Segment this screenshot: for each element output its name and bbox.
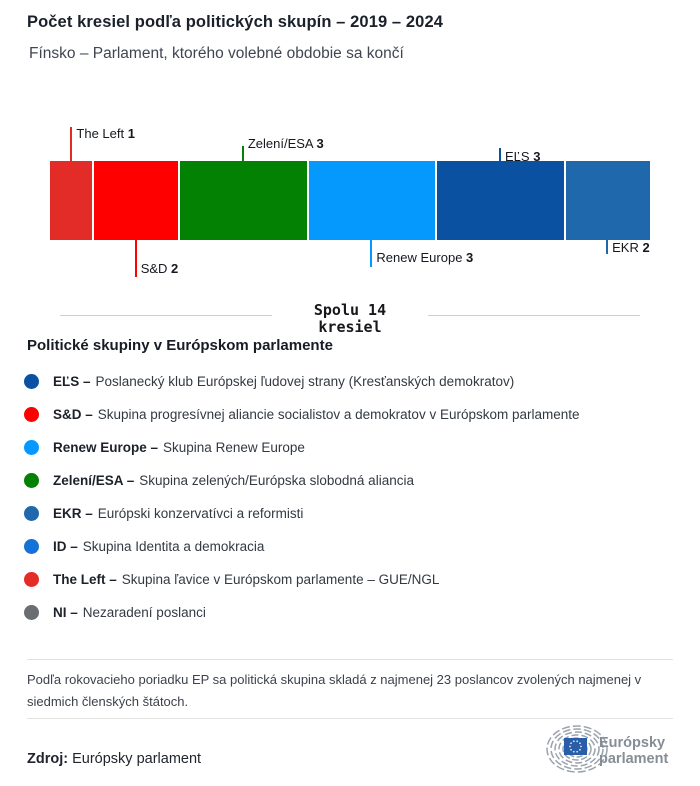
legend-desc: Skupina Identita a demokracia: [82, 538, 265, 554]
legend-dot-icon: [24, 440, 39, 455]
legend-dot-icon: [24, 572, 39, 587]
legend-desc: Skupina progresívnej aliancie socialistov a demokratov v Európskom parlamente: [97, 406, 580, 422]
legend-dot-icon: [24, 407, 39, 422]
bar-segment-1[interactable]: [94, 161, 178, 240]
seat-distribution-chart: [0, 0, 700, 300]
segment-label: Renew Europe 3: [376, 250, 474, 265]
bar-segment-5[interactable]: [566, 161, 650, 240]
segment-label: S&D 2: [140, 261, 179, 276]
divider: [27, 659, 673, 660]
segment-label: The Left 1: [76, 126, 135, 141]
segment-label: EKR 2: [612, 240, 650, 255]
segment-tick: [242, 146, 244, 161]
legend-desc: Skupina Renew Europe: [163, 439, 305, 455]
legend-name: Renew Europe –: [53, 439, 159, 455]
legend-item: [24, 569, 580, 589]
legend-item: [24, 536, 580, 556]
legend-dot-icon: [24, 605, 39, 620]
total-right-rule: [428, 315, 640, 316]
bar-segment-4[interactable]: [437, 161, 563, 240]
segment-tick: [370, 240, 372, 267]
segment-tick: [606, 240, 608, 254]
european-parliament-logo: [533, 722, 699, 778]
stacked-bar: [50, 161, 650, 240]
legend-item: [24, 503, 580, 523]
footnote-text: Podľa rokovacieho poriadku EP sa politická skupina skladá z najmenej 23 poslancov zvolených najmenej v siedmich členských štátoch.: [27, 672, 642, 709]
legend-dot-icon: [24, 473, 39, 488]
legend-item: [24, 404, 580, 424]
eu-flag-icon: [564, 738, 587, 755]
segment-tick: [135, 240, 137, 277]
source-value: Európsky parlament: [72, 751, 202, 767]
total-seats-row: [60, 302, 640, 336]
segment-tick: [70, 127, 72, 161]
legend-dot-icon: [24, 374, 39, 389]
legend-heading: Politické skupiny v Európskom parlamente: [27, 337, 333, 354]
total-left-rule: [60, 315, 272, 316]
legend-name: EĽS –: [53, 373, 91, 389]
legend-name: Zelení/ESA –: [53, 472, 135, 488]
segment-label: EĽS 3: [505, 149, 541, 164]
total-seats-label: Spolu 14 kresiel: [313, 301, 387, 336]
segment-tick: [499, 148, 501, 161]
legend-desc: Nezaradení poslanci: [82, 604, 206, 620]
legend-name: EKR –: [53, 505, 93, 521]
legend-name: The Left –: [53, 571, 117, 587]
legend-desc: Európski konzervatívci a reformisti: [97, 505, 304, 521]
legend-dot-icon: [24, 506, 39, 521]
segment-label: Zelení/ESA 3: [247, 136, 324, 151]
source-line: [27, 751, 201, 767]
bar-segment-0[interactable]: [50, 161, 92, 240]
legend-dot-icon: [24, 539, 39, 554]
bar-segment-3[interactable]: [309, 161, 435, 240]
legend-item: [24, 371, 580, 391]
legend-name: ID –: [53, 538, 78, 554]
page-subtitle: Fínsko – Parlament, ktorého volebné obdobie sa končí: [29, 45, 404, 62]
legend-desc: Skupina zelených/Európska slobodná aliancia: [139, 472, 414, 488]
legend-item: [24, 470, 580, 490]
legend-list: [24, 371, 580, 635]
bar-segment-2[interactable]: [180, 161, 306, 240]
source-label: Zdroj:: [27, 751, 69, 767]
legend-name: NI –: [53, 604, 78, 620]
legend-name: S&D –: [53, 406, 93, 422]
legend-item: [24, 437, 580, 457]
legend-item: [24, 602, 580, 622]
divider: [27, 718, 673, 719]
logo-wordmark: Európsky parlament: [599, 735, 669, 767]
legend-desc: Skupina ľavice v Európskom parlamente – GUE/NGL: [121, 571, 440, 587]
page-title: Počet kresiel podľa politických skupín – 2019 – 2024: [27, 13, 443, 31]
legend-desc: Poslanecký klub Európskej ľudovej strany (Kresťanských demokratov): [95, 373, 515, 389]
